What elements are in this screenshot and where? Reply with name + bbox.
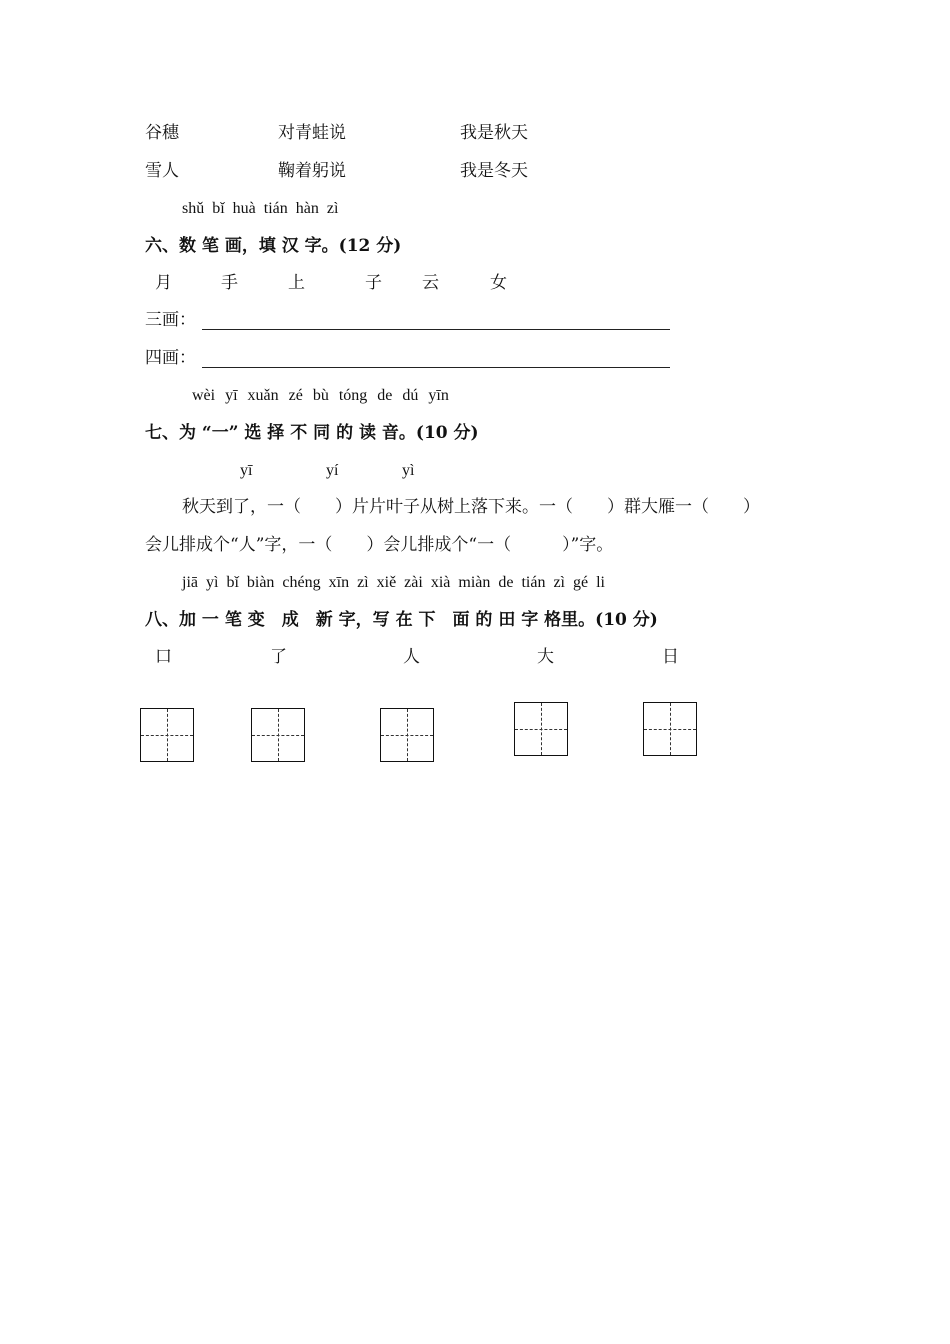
section8-char-3: 人 [403, 647, 420, 667]
section8-char-5: 日 [662, 647, 679, 667]
tianzige-box-3[interactable] [380, 708, 434, 762]
section6-label-four: 四画： [145, 348, 196, 368]
tianzige-box-5[interactable] [643, 702, 697, 756]
tianzige-box-2[interactable] [251, 708, 305, 762]
section6-char-3: 上 [288, 273, 305, 293]
section6-char-5: 云 [422, 273, 439, 293]
answer-line-four-strokes[interactable] [202, 367, 670, 368]
section8-title: 八、加 一 笔 变 成 新 字，写 在 下 面 的 田 字 格里。(10 分) [145, 610, 658, 630]
match-item-1-2: 对青蛙说 [278, 123, 346, 143]
section8-char-1: 口 [155, 647, 172, 667]
section6-title: 六、数 笔 画，填 汉 字。(12 分) [145, 236, 402, 256]
section7-sentence-line-2: 会儿排成个“人”字，一（ ）会儿排成个“一（ ）”字。 [145, 535, 614, 555]
section8-char-4: 大 [537, 647, 554, 667]
section6-pinyin: shǔ bǐ huà tián hàn zì [182, 200, 339, 217]
section7-title: 七、为 “一” 选 择 不 同 的 读 音。(10 分) [145, 423, 479, 443]
section6-char-4: 子 [365, 273, 382, 293]
section6-char-6: 女 [490, 273, 507, 293]
match-item-2-3: 我是冬天 [460, 161, 528, 181]
section7-pinyin: wèi yī xuǎn zé bù tóng de dú yīn [192, 387, 449, 404]
section6-label-three: 三画： [145, 310, 196, 330]
match-item-1-3: 我是秋天 [460, 123, 528, 143]
tianzige-box-1[interactable] [140, 708, 194, 762]
section6-char-1: 月 [155, 273, 172, 293]
section8-pinyin: jiā yì bǐ biàn chéng xīn zì xiě zài xià miàn de tián zì gé li [182, 574, 605, 591]
section7-option-3: yì [402, 462, 415, 479]
tianzige-box-4[interactable] [514, 702, 568, 756]
match-item-1-1: 谷穗 [145, 123, 179, 143]
section7-option-2: yí [326, 462, 339, 479]
match-item-2-1: 雪人 [145, 161, 179, 181]
section8-char-2: 了 [270, 647, 287, 667]
section6-char-2: 手 [221, 273, 238, 293]
match-item-2-2: 鞠着躬说 [278, 161, 346, 181]
section7-option-1: yī [240, 462, 253, 479]
answer-line-three-strokes[interactable] [202, 329, 670, 330]
section7-sentence-line-1: 秋天到了，一（ ）片片叶子从树上落下来。一（ ）群大雁一（ ） [182, 497, 760, 517]
